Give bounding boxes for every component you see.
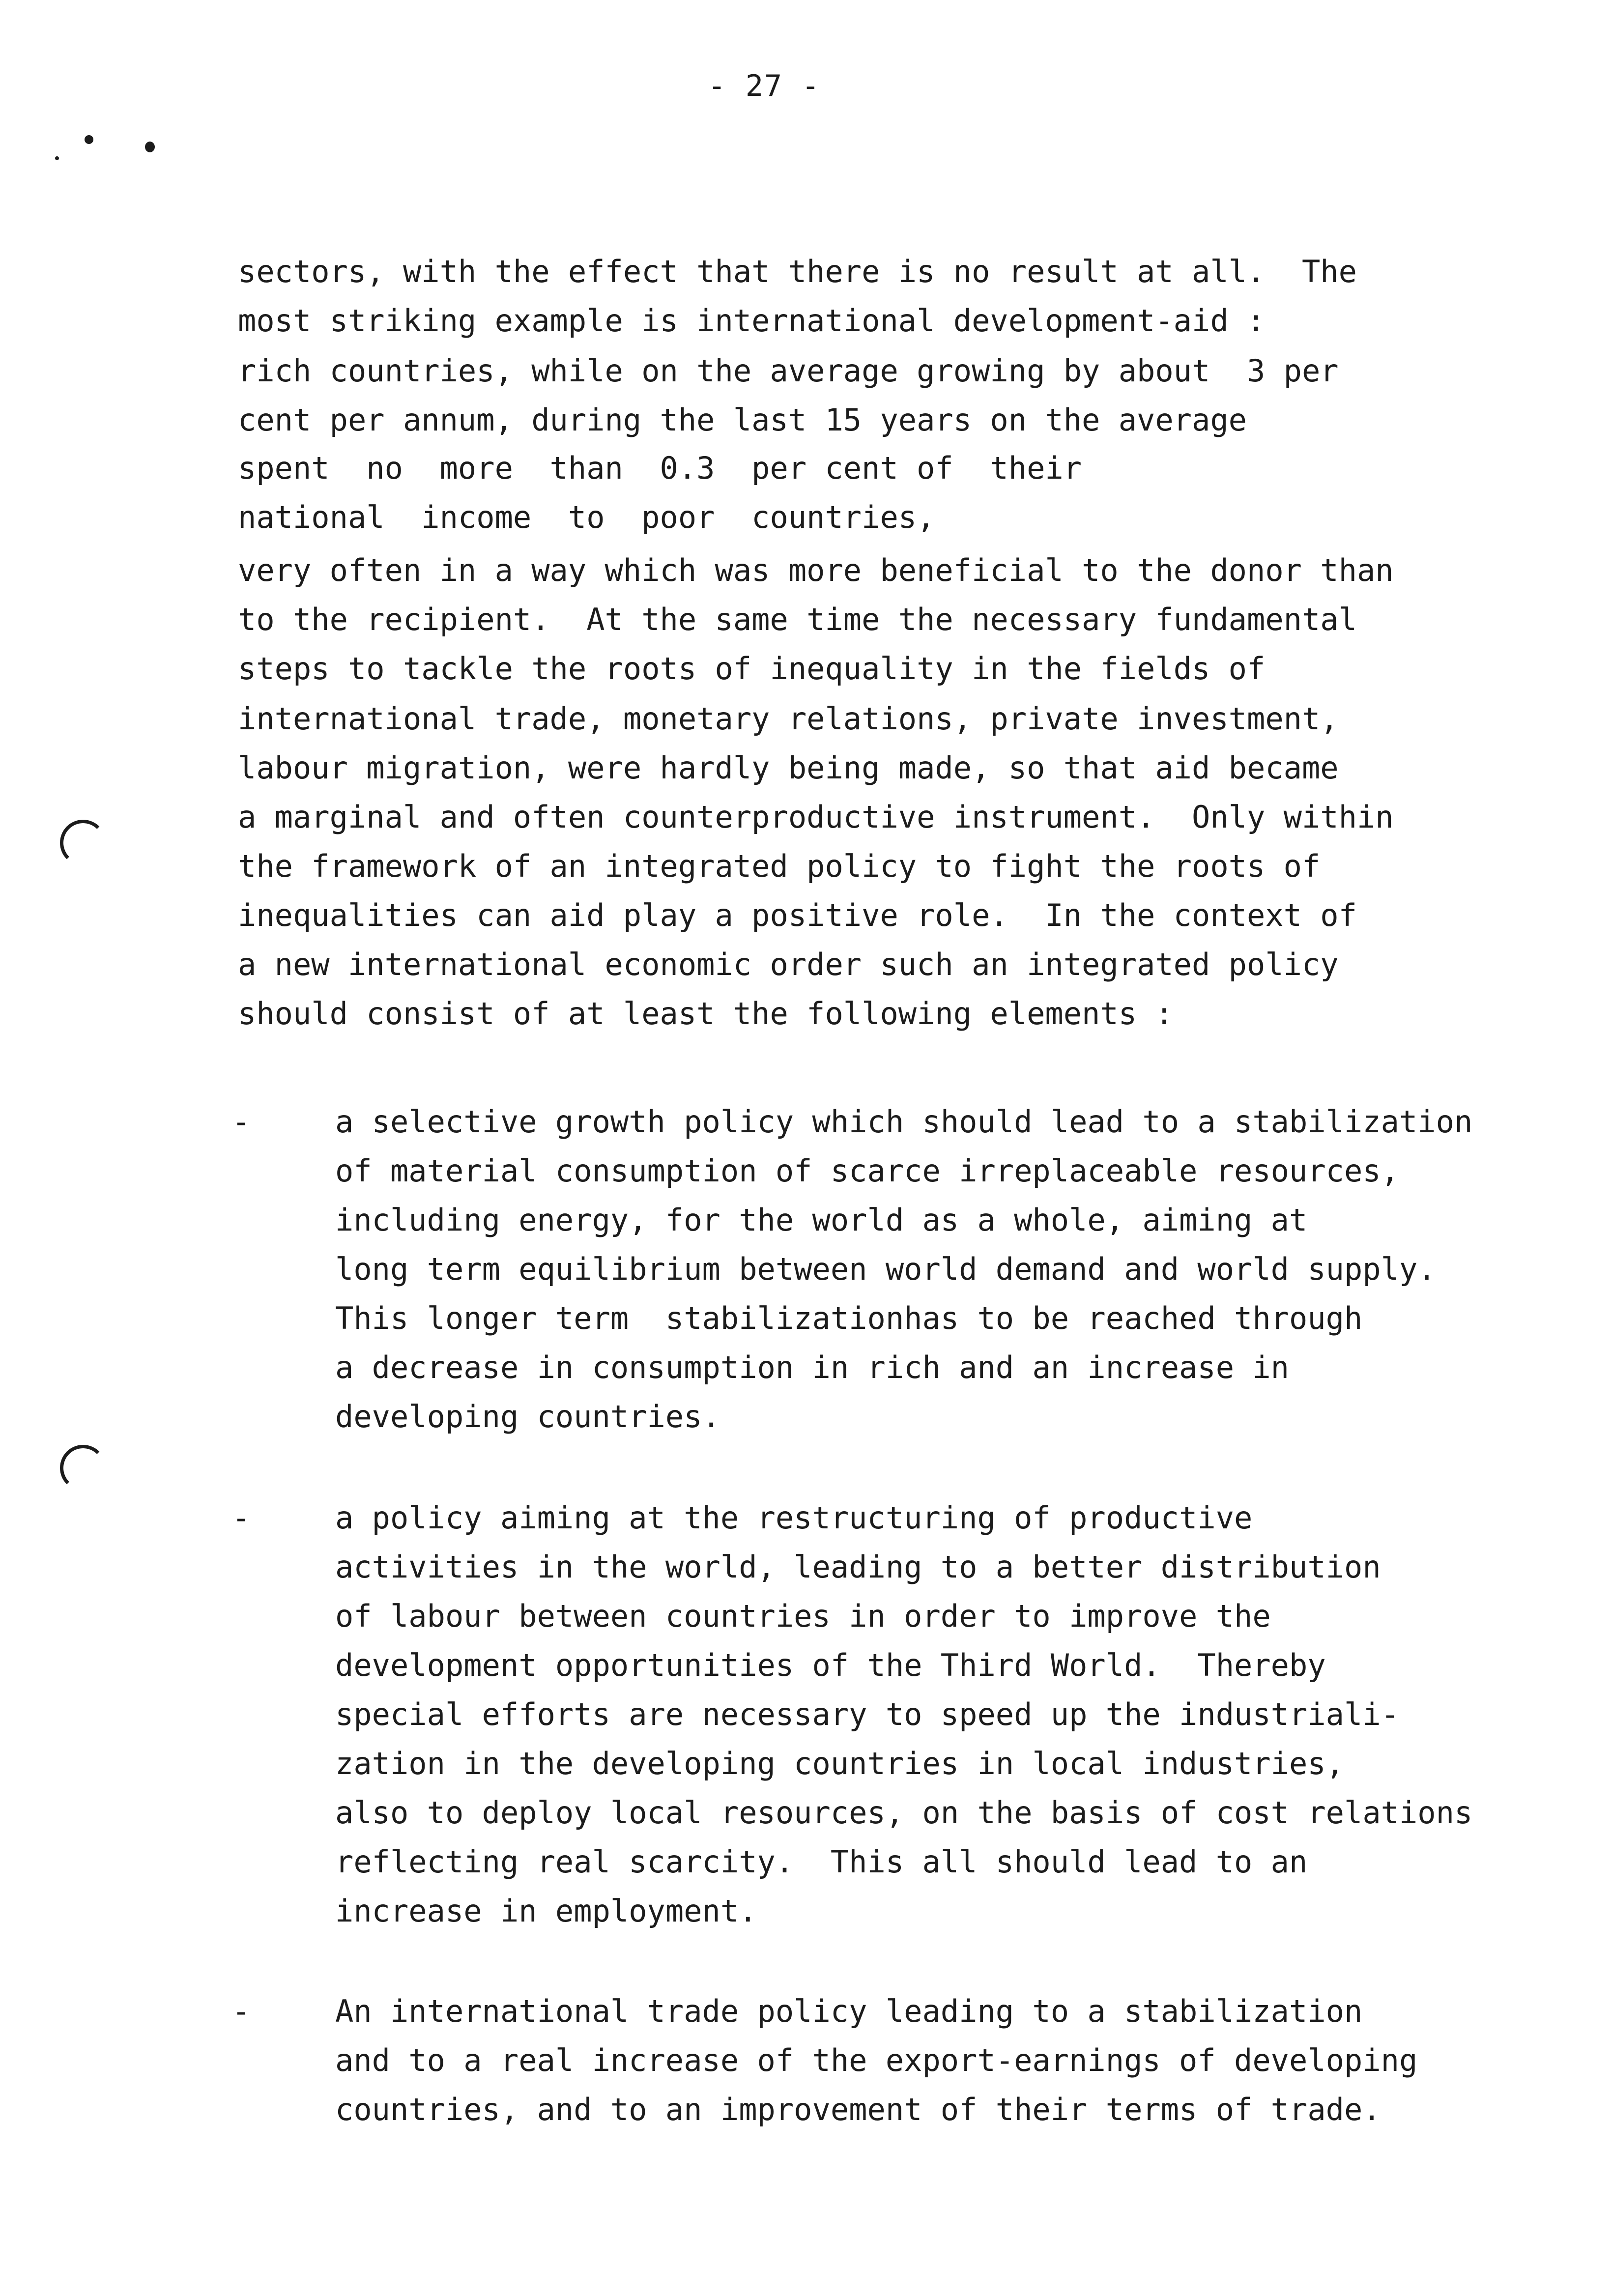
bullet-dash: - — [232, 1993, 251, 2029]
text-line: development opportunities of the Third World. Thereby — [335, 1647, 1326, 1683]
text-line: very often in a way which was more beneficial to the donor than — [238, 552, 1394, 588]
text-line: inequalities can aid play a positive role. In the context of — [238, 897, 1357, 933]
text-line: including energy, for the world as a whole, aiming at — [335, 1202, 1308, 1238]
bullet-dash: - — [232, 1500, 251, 1536]
text-line: spent no more than 0.3 per cent of their — [238, 450, 1082, 486]
scan-speck — [55, 156, 59, 160]
text-line: special efforts are necessary to speed up the industriali- — [335, 1696, 1399, 1732]
text-line: of material consumption of scarce irreplaceable resources, — [335, 1153, 1399, 1189]
text-line: cent per annum, during the last 15 years on the average — [238, 402, 1247, 438]
scan-speck — [85, 135, 93, 144]
text-line: activities in the world, leading to a better distribution — [335, 1549, 1381, 1585]
text-line: the framework of an integrated policy to fight the roots of — [238, 848, 1321, 884]
text-line: sectors, with the effect that there is no result at all. The — [238, 254, 1357, 289]
text-line: labour migration, were hardly being made, so that aid became — [238, 750, 1339, 786]
text-line: national income to poor countries, — [238, 499, 935, 535]
text-line: also to deploy local resources, on the basis of cost relations — [335, 1795, 1473, 1831]
punch-hole-mark — [60, 1445, 106, 1491]
text-line: to the recipient. At the same time the necessary fundamental — [238, 602, 1357, 637]
text-line: reflecting real scarcity. This all should lead to an — [335, 1844, 1308, 1880]
page-number: - 27 - — [708, 69, 821, 103]
text-line: most striking example is international development-aid : — [238, 303, 1266, 339]
text-line: a selective growth policy which should lead to a stabilization — [335, 1104, 1473, 1140]
text-line: increase in employment. — [335, 1893, 757, 1929]
text-line: long term equilibrium between world demand and world supply. — [335, 1251, 1436, 1287]
text-line: This longer term stabilizationhas to be reached through — [335, 1300, 1363, 1336]
text-line: steps to tackle the roots of inequality in the fields of — [238, 651, 1266, 687]
text-line: and to a real increase of the export-earnings of developing — [335, 2042, 1418, 2078]
bullet-dash: - — [232, 1104, 251, 1140]
text-line: a policy aiming at the restructuring of productive — [335, 1500, 1253, 1536]
text-line: rich countries, while on the average growing by about 3 per — [238, 353, 1339, 389]
text-line: zation in the developing countries in local industries, — [335, 1746, 1344, 1781]
scan-speck — [145, 142, 155, 152]
text-line: of labour between countries in order to improve the — [335, 1598, 1271, 1634]
punch-hole-mark — [60, 820, 106, 866]
text-line: should consist of at least the following elements : — [238, 996, 1174, 1032]
text-line: a marginal and often counterproductive instrument. Only within — [238, 799, 1394, 835]
text-line: international trade, monetary relations, private investment, — [238, 701, 1339, 737]
text-line: a new international economic order such an integrated policy — [238, 947, 1339, 982]
text-line: An international trade policy leading to a stabilization — [335, 1993, 1363, 2029]
text-line: developing countries. — [335, 1399, 720, 1435]
text-line: countries, and to an improvement of their terms of trade. — [335, 2092, 1381, 2127]
text-line: a decrease in consumption in rich and an increase in — [335, 1349, 1290, 1385]
